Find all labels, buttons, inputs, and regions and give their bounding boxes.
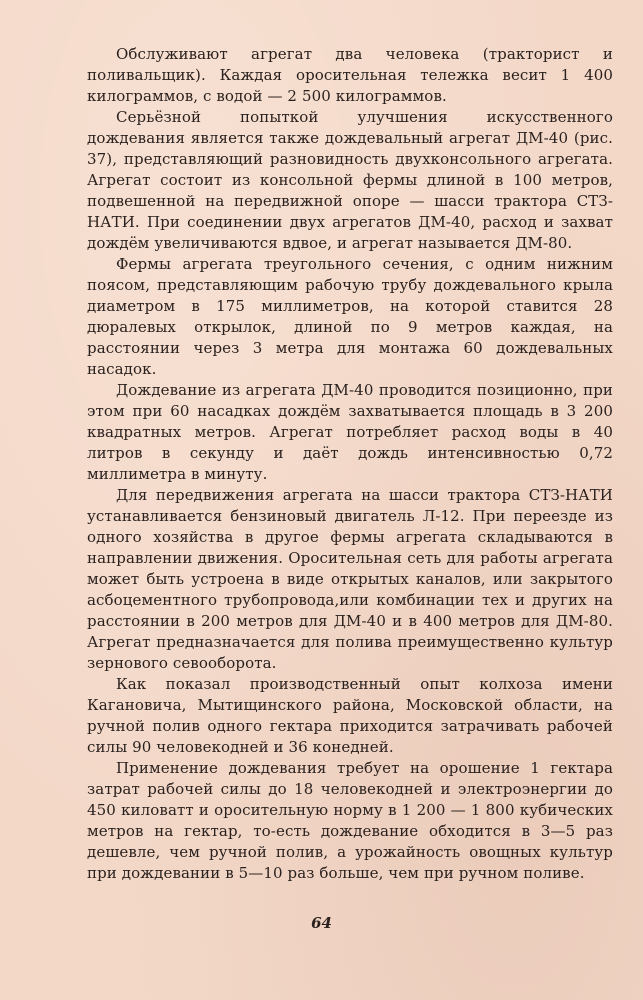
paragraph-6: Как показал производственный опыт колхоза имени Кагановича, Мытищинского района, Московской области, на ручной полив одного гектара приходится затрачивать рабочей силы 90 человекодней и 36 конедней. — [87, 675, 613, 756]
body-text — [87, 44, 613, 884]
paragraph-2: Серьёзной попыткой улучшения искусственного дождевания является также дождевальный агрегат ДМ-40 (рис. 37), представляющий разновидность двухконсольного агрегата. Агрегат состоит из консольной фермы длиной в 100 метров, подвешенной на передвижной опоре — шасси трактора СТЗ-НАТИ. При соединении двух агрегатов ДМ-40, расход и захват дождём увеличиваются вдвое, и агрегат называется ДМ-80. — [87, 108, 613, 252]
paragraph-3: Фермы агрегата треугольного сечения, с одним нижним поясом, представляющим рабочую трубу дождевального крыла диаметром в 175 миллиметров, на которой ставится 28 дюралевых открылок, длиной по 9 метров каждая, на расстоянии через 3 метра для монтажа 60 дождевальных насадок. — [87, 255, 613, 378]
paragraph-7: Применение дождевания требует на орошение 1 гектара затрат рабочей силы до 18 человекодней и электроэнергии до 450 киловатт и оросительную норму в 1 200 — 1 800 кубических метров на гектар, то-есть дождевание обходится в 3—5 раз дешевле, чем ручной полив, а урожайность овощных культур при дождевании в 5—10 раз больше, чем при ручном поливе. — [87, 759, 613, 882]
page-number: 64 — [311, 914, 332, 932]
paragraph-5: Для передвижения агрегата на шасси трактора СТЗ-НАТИ устанавливается бензиновый двигатель Л-12. При переезде из одного хозяйства в другое фермы агрегата складываются в направлении движения. Оросительная сеть для работы агрегата может быть устроена в виде открытых каналов, или закрытого асбоцементного трубопровода,или комбинации тех и других на расстоянии в 200 метров для ДМ-40 и в 400 метров для ДМ-80. Агрегат предназначается для полива преимущественно культур зернового севооборота. — [87, 486, 613, 672]
paragraph-1: Обслуживают агрегат два человека (тракторист и поливальщик). Каждая оросительная тележка весит 1 400 килограммов, с водой — 2 500 килограммов. — [87, 45, 613, 105]
paragraph-4: Дождевание из агрегата ДМ-40 проводится позиционно, при этом при 60 насадках дождём захватывается площадь в 3 200 квадратных метров. Агрегат потребляет расход воды в 40 литров в секунду и даёт дождь интенсивностью 0,72 миллиметра в минуту. — [87, 381, 613, 483]
